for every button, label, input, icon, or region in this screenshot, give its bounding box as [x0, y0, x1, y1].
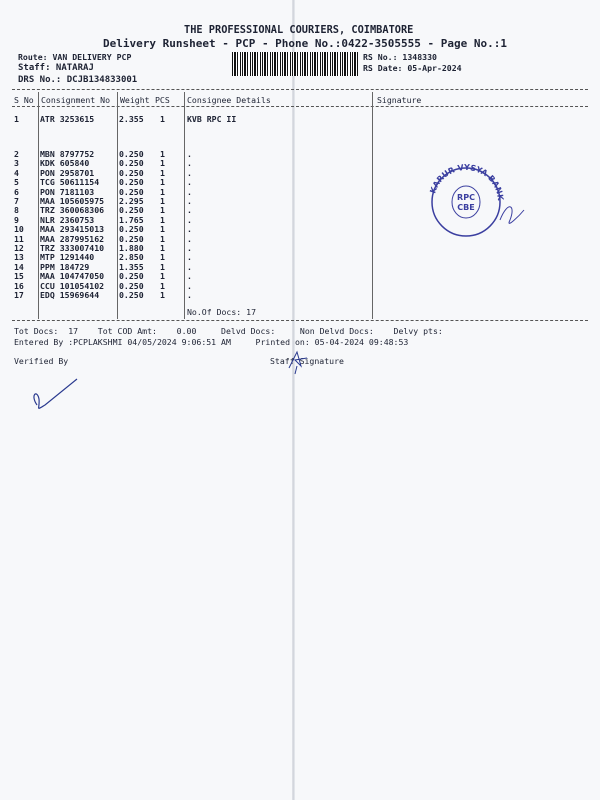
col-consignment: Consignment No [41, 95, 111, 105]
cell-cn: MTP 1291440 [40, 252, 95, 263]
cell-wt: 0.250 [119, 271, 144, 282]
stamp-line1: RPC [457, 193, 475, 202]
cell-sno: 7 [14, 196, 19, 206]
cell-wt: 0.250 [119, 205, 144, 216]
cell-pcs: 1 [160, 280, 165, 291]
drs-number: DRS No.: DCJB134833001 [18, 75, 138, 85]
cell-pcs: 1 [160, 233, 165, 244]
cell-sno: 14 [14, 261, 24, 272]
cell-details: . [187, 261, 192, 272]
cell-details: . [187, 252, 192, 263]
cell-pcs: 1 [160, 167, 165, 178]
cell-pcs: 1 [160, 149, 165, 159]
cell-details: . [187, 290, 192, 300]
cell-cn: NLR 2360753 [40, 214, 95, 225]
cell-pcs: 1 [160, 252, 165, 263]
cell-details: . [187, 224, 192, 235]
cell-sno: 13 [14, 252, 24, 263]
cell-pcs: 1 [160, 290, 165, 300]
cell-sno: 16 [14, 280, 24, 291]
stamp-line2: CBE [457, 203, 475, 212]
cell-pcs: 1 [160, 114, 165, 124]
verifier-signature [25, 375, 85, 415]
cell-details: . [187, 233, 192, 244]
cell-details: . [187, 214, 192, 225]
col-weight: Weight [120, 95, 150, 105]
cell-wt: 0.250 [119, 280, 144, 291]
cell-cn: PON 2958701 [40, 167, 95, 178]
cell-wt: 1.765 [119, 214, 144, 225]
cell-details: . [187, 158, 192, 169]
column-line [372, 92, 373, 319]
barcode [232, 52, 358, 76]
staff-signature-label: Staff Signature [270, 356, 344, 366]
cell-pcs: 1 [160, 196, 165, 206]
cell-sno: 6 [14, 186, 19, 197]
cell-sno: 3 [14, 158, 19, 169]
cell-sno: 15 [14, 271, 24, 282]
col-signature: Signature [377, 95, 422, 105]
cell-sno: 2 [14, 149, 19, 159]
cell-cn: EDQ 15969644 [40, 290, 100, 300]
col-pcs: PCS [155, 95, 170, 105]
cell-sno: 10 [14, 224, 24, 235]
cell-wt: 0.250 [119, 290, 144, 300]
divider [12, 320, 588, 321]
cell-pcs: 1 [160, 205, 165, 216]
stamp-ring-text: KARUR VYSYA BANK [428, 162, 506, 202]
cell-pcs: 1 [160, 261, 165, 272]
route: Route: VAN DELIVERY PCP [18, 52, 132, 62]
cell-sno: 11 [14, 233, 24, 244]
cell-sno: 17 [14, 290, 24, 300]
cell-cn: MAA 105605975 [40, 196, 105, 206]
staff-signature [285, 348, 315, 378]
cell-cn: MAA 104747050 [40, 271, 105, 282]
col-sno: S No [14, 95, 34, 105]
column-line [184, 92, 185, 319]
cell-sno: 4 [14, 167, 19, 178]
cell-cn: TRZ 333007410 [40, 243, 105, 253]
cell-cn: MAA 287995162 [40, 233, 105, 244]
rs-number: RS No.: 1348330 [363, 52, 437, 62]
entered-by: Entered By :PCPLAKSHMI 04/05/2024 9:06:51 AM Printed on: 05-04-2024 09:48:53 [14, 337, 409, 347]
column-line [117, 92, 118, 319]
company-title: THE PROFESSIONAL COURIERS, COIMBATORE [184, 24, 414, 36]
cell-wt: 0.250 [119, 167, 144, 178]
cell-details: . [187, 205, 192, 216]
cell-pcs: 1 [160, 177, 165, 188]
cell-sno: 9 [14, 214, 19, 225]
cell-details: . [187, 271, 192, 282]
cell-wt: 1.880 [119, 243, 144, 253]
col-details: Consignee Details [187, 95, 271, 105]
cell-details: . [187, 280, 192, 291]
cell-sno: 12 [14, 243, 24, 253]
cell-wt: 2.850 [119, 252, 144, 263]
cell-cn: KDK 605840 [40, 158, 90, 169]
cell-sno: 5 [14, 177, 19, 188]
bank-stamp [420, 160, 530, 250]
column-line [38, 92, 39, 319]
cell-wt: 2.295 [119, 196, 144, 206]
cell-sno: 1 [14, 114, 19, 124]
cell-pcs: 1 [160, 224, 165, 235]
cell-details: . [187, 177, 192, 188]
paper-fold [292, 0, 295, 800]
cell-cn: ATR 3253615 [40, 114, 95, 124]
cell-cn: TCG 50611154 [40, 177, 100, 188]
runsheet-subtitle: Delivery Runsheet - PCP - Phone No.:0422-3505555 - Page No.:1 [103, 37, 507, 50]
cell-pcs: 1 [160, 271, 165, 282]
cell-wt: 0.250 [119, 158, 144, 169]
cell-details: . [187, 196, 192, 206]
verified-by: Verified By [14, 356, 69, 366]
rs-date: RS Date: 05-Apr-2024 [363, 63, 462, 73]
cell-wt: 2.355 [119, 114, 144, 124]
cell-cn: MAA 293415013 [40, 224, 105, 235]
cell-details: . [187, 149, 192, 159]
cell-pcs: 1 [160, 243, 165, 253]
cell-cn: CCU 101054102 [40, 280, 105, 291]
cell-wt: 0.250 [119, 224, 144, 235]
cell-sno: 8 [14, 205, 19, 216]
staff: Staff: NATARAJ [18, 63, 94, 73]
no-of-docs: No.Of Docs: 17 [187, 307, 257, 317]
cell-details: . [187, 186, 192, 197]
cell-cn: PON 7181103 [40, 186, 95, 197]
cell-details: . [187, 167, 192, 178]
cell-pcs: 1 [160, 158, 165, 169]
totals-line: Tot Docs: 17 Tot COD Amt: 0.00 Delvd Docs: Non Delvd Docs: Delvy pts: [14, 326, 443, 336]
cell-wt: 0.250 [119, 186, 144, 197]
cell-cn: MBN 8797752 [40, 149, 95, 159]
divider [12, 106, 588, 107]
cell-pcs: 1 [160, 186, 165, 197]
divider [12, 89, 588, 90]
cell-cn: PPM 184729 [40, 261, 90, 272]
cell-wt: 1.355 [119, 261, 144, 272]
cell-wt: 0.250 [119, 177, 144, 188]
cell-wt: 0.250 [119, 149, 144, 159]
cell-details: KVB RPC II [187, 114, 237, 124]
cell-details: . [187, 243, 192, 253]
cell-wt: 0.250 [119, 233, 144, 244]
cell-pcs: 1 [160, 214, 165, 225]
cell-cn: TRZ 360068306 [40, 205, 105, 216]
